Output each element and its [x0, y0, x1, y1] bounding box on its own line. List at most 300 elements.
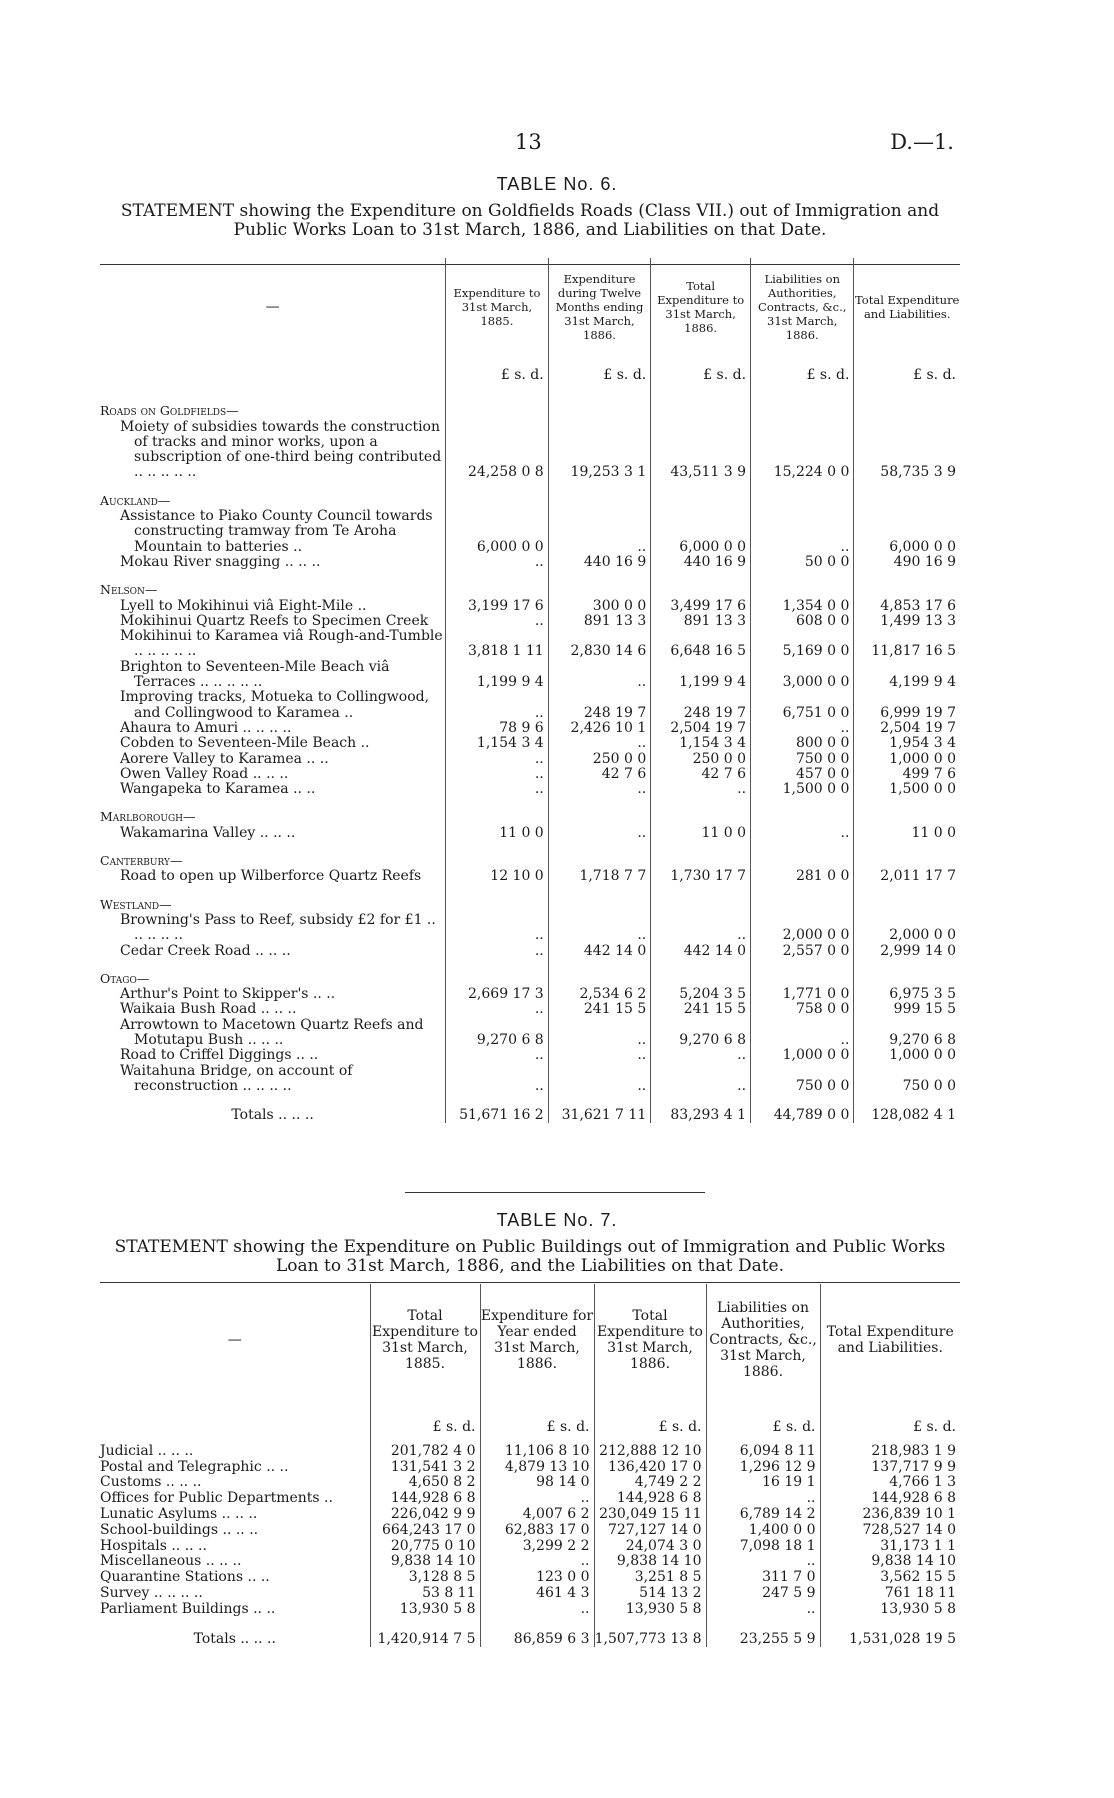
table7-cell-col5: 3,562 15 5 [820, 1570, 960, 1586]
table6-cell-col1: .. [446, 752, 549, 767]
table6-cell-col2: 442 14 0 [548, 944, 651, 959]
table6-row-label: Road to open up Wilberforce Quartz Reefs [120, 868, 422, 885]
table7-body [100, 1444, 960, 1648]
table6-header-row [100, 258, 960, 344]
table6-cell-col1: .. [446, 614, 549, 629]
table6-cell-col2: .. [548, 1064, 651, 1095]
table7-cell-col5: 144,928 6 8 [820, 1491, 960, 1507]
table6-row [100, 869, 960, 884]
table6-row [100, 1018, 960, 1049]
table7-cell-col2: .. [480, 1554, 594, 1570]
table6-cell-col2: 241 15 5 [548, 1002, 651, 1017]
table6-cell-col4: 3,000 0 0 [751, 660, 854, 691]
table6-group-spacer [751, 797, 854, 825]
table7-row-label: Offices for Public Departments .. [100, 1490, 333, 1507]
table7-cell-col2: 3,299 2 2 [480, 1539, 594, 1555]
table6-cell-col1: 2,669 17 3 [446, 987, 549, 1002]
table6-row-label: Arrowtown to Macetown Quartz Reefs and Motutapu Bush .. .. .. [120, 1016, 424, 1048]
table7-cell-col4: .. [706, 1491, 820, 1507]
table6-cell-col2: 19,253 3 1 [548, 420, 651, 481]
table6-row [100, 752, 960, 767]
table6-group-cell [100, 841, 446, 869]
table7-header-row [100, 1284, 960, 1396]
table6-statement [100, 202, 960, 240]
table6-row-label: Lyell to Mokihinui viâ Eight-Mile .. [120, 597, 367, 614]
table6-cell-col4: .. [751, 826, 854, 841]
table7-statement-text: showing the Expenditure on Public Buildings out of Immigration and Public Works Loan to 31st March, 1886, and the Liabilities on that Date. [233, 1237, 946, 1276]
table6-group-spacer [651, 391, 751, 419]
table6-row-label: Cedar Creek Road .. .. .. [120, 942, 291, 959]
table6-row [100, 629, 960, 660]
table6-group-spacer [751, 885, 854, 913]
table6-unit-2: £ s. d. [548, 344, 651, 391]
table6-cell-col2: .. [548, 1018, 651, 1049]
table7-row-label: Postal and Telegraphic .. .. [100, 1458, 289, 1475]
table7-cell-col2: 98 14 0 [480, 1475, 594, 1491]
table6-cell-col3: 440 16 9 [651, 555, 751, 570]
table6-cell-col3: 442 14 0 [651, 944, 751, 959]
table6-cell-col5: 11 0 0 [854, 826, 960, 841]
table7-unit-5: £ s. d. [820, 1396, 960, 1444]
table6-cell-col1: .. [446, 1048, 549, 1063]
table7-total-col5: 1,531,028 19 5 [820, 1618, 960, 1648]
table6-col-desc: — [265, 299, 280, 315]
table6-group-spacer [548, 391, 651, 419]
table6-row [100, 614, 960, 629]
table7-col-header-3: Total Expenditure to 31st March, 1886. [594, 1284, 706, 1396]
table7-cell-col3: 13,930 5 8 [594, 1602, 706, 1618]
table7 [100, 1284, 960, 1647]
table6-row [100, 1064, 960, 1095]
table7-total-col4: 23,255 5 9 [706, 1618, 820, 1648]
table7-col-header-1: Total Expenditure to 31st March, 1885. [370, 1284, 480, 1396]
table7-row [100, 1539, 960, 1555]
table7-cell-col4: 7,098 18 1 [706, 1539, 820, 1555]
table6-col-header-4: Liabilities on Authorities, Contracts, &c., 31st March, 1886. [751, 258, 854, 344]
table6-cell-col3: 248 19 7 [651, 690, 751, 721]
table6-group-heading: Otago— [100, 970, 150, 986]
table6-cell-col2: .. [548, 826, 651, 841]
table7-cell-col1: 13,930 5 8 [370, 1602, 480, 1618]
table6-cell-col3: 1,154 3 4 [651, 736, 751, 751]
table6-group-spacer [446, 391, 549, 419]
table6-cell-col2: 2,534 6 2 [548, 987, 651, 1002]
table6-group-spacer [446, 570, 549, 598]
table6-row-label: Mokihinui Quartz Reefs to Specimen Creek [120, 612, 429, 629]
table6-cell-col4: 1,354 0 0 [751, 599, 854, 614]
table7-row [100, 1602, 960, 1618]
table6-group-spacer [854, 391, 960, 419]
table6-cell-col5: 1,954 3 4 [854, 736, 960, 751]
table7-row [100, 1507, 960, 1523]
section-divider-rule [405, 1192, 705, 1193]
table6-total-col4: 44,789 0 0 [751, 1094, 854, 1123]
table6-cell-col4: 608 0 0 [751, 614, 854, 629]
table6-row-label: Moiety of subsidies towards the construction of tracks and minor works, upon a subscription of one-third being contributed .. .. .. .. .. [120, 418, 442, 481]
table6-row-label: Wakamarina Valley .. .. .. [120, 824, 296, 841]
table6-row-label: Aorere Valley to Karamea .. .. [120, 750, 329, 767]
table6-group-spacer [446, 885, 549, 913]
table6-cell-col4: 281 0 0 [751, 869, 854, 884]
table7-col-desc: — [227, 1332, 242, 1348]
table6-cell-col3: 5,204 3 5 [651, 987, 751, 1002]
table7-cell-col1: 20,775 0 10 [370, 1539, 480, 1555]
table6-group-cell [100, 959, 446, 987]
table6-group-row [100, 841, 960, 869]
table6-group-spacer [548, 797, 651, 825]
table7-statement [100, 1238, 960, 1276]
table7-cell-col3: 3,251 8 5 [594, 1570, 706, 1586]
table6-cell-col2: .. [548, 913, 651, 944]
table6-cell-col4: 758 0 0 [751, 1002, 854, 1017]
table6-unit-1: £ s. d. [446, 344, 549, 391]
table6-group-spacer [548, 481, 651, 509]
table6-group-heading: Auckland— [100, 492, 171, 508]
table6-cell-col4: 6,751 0 0 [751, 690, 854, 721]
table6-cell-col3: .. [651, 782, 751, 797]
table7-cell-col1: 131,541 3 2 [370, 1460, 480, 1476]
table7-cell-col4: .. [706, 1554, 820, 1570]
table6-cell-col2: 891 13 3 [548, 614, 651, 629]
table7-cell-col1: 201,782 4 0 [370, 1444, 480, 1460]
table6-cell-col3: 2,504 19 7 [651, 721, 751, 736]
table7-cell-col4: 1,400 0 0 [706, 1523, 820, 1539]
table6-cell-col5: 2,000 0 0 [854, 913, 960, 944]
table6-cell-col4: 2,557 0 0 [751, 944, 854, 959]
table6-cell-col4: 5,169 0 0 [751, 629, 854, 660]
table6-group-heading: Nelson— [100, 582, 158, 598]
table6-row-label: Mokihinui to Karamea viâ Rough-and-Tumble .. .. .. .. .. [120, 628, 443, 660]
table7-cell-col1: 53 8 11 [370, 1586, 480, 1602]
table6-group-spacer [651, 959, 751, 987]
table6-cell-col3: 1,730 17 7 [651, 869, 751, 884]
table6-cell-col3: 9,270 6 8 [651, 1018, 751, 1049]
table6-cell-col5: 499 7 6 [854, 767, 960, 782]
table6-group-cell [100, 391, 446, 419]
table6-cell-col2: 2,426 10 1 [548, 721, 651, 736]
table7-row-label: Judicial .. .. .. [100, 1442, 194, 1459]
table6-group-spacer [446, 797, 549, 825]
table6-group-heading: Marlborough— [100, 809, 196, 825]
table6-cell-col1: 11 0 0 [446, 826, 549, 841]
table6-group-cell [100, 797, 446, 825]
table6-col-header-1: Expenditure to 31st March, 1885. [446, 258, 549, 344]
table7-cell-col1: 664,243 17 0 [370, 1523, 480, 1539]
table6-title: TABLE No. 6. [496, 174, 618, 194]
table6-row [100, 913, 960, 944]
table6-row [100, 987, 960, 1002]
table7-cell-col4: 1,296 12 9 [706, 1460, 820, 1476]
table6-cell-col5: 9,270 6 8 [854, 1018, 960, 1049]
table6-group-spacer [751, 481, 854, 509]
table7-cell-col2: 123 0 0 [480, 1570, 594, 1586]
table6-cell-col3: .. [651, 1064, 751, 1095]
table6-cell-col3: 43,511 3 9 [651, 420, 751, 481]
table6-cell-col5: 999 15 5 [854, 1002, 960, 1017]
table6-row [100, 690, 960, 721]
table7-statement-lead: STATEMENT [114, 1237, 228, 1257]
table7-cell-col3: 136,420 17 0 [594, 1460, 706, 1476]
table6-col-header-5: Total Expenditure and Liabilities. [854, 258, 960, 344]
table6-cell-col5: 6,975 3 5 [854, 987, 960, 1002]
table6-row [100, 944, 960, 959]
table7-cell-col4: 247 5 9 [706, 1586, 820, 1602]
table6-cell-col5: 1,000 0 0 [854, 1048, 960, 1063]
table6-cell-col4: .. [751, 1018, 854, 1049]
table6-row-label: Arthur's Point to Skipper's .. .. [120, 986, 336, 1003]
table6-row [100, 509, 960, 555]
table6-cell-col4: 750 0 0 [751, 752, 854, 767]
table6-group-cell [100, 481, 446, 509]
table6-cell-col1: .. [446, 1064, 549, 1095]
table7-cell-col5: 218,983 1 9 [820, 1444, 960, 1460]
table7-row [100, 1586, 960, 1602]
table7-cell-col1: 144,928 6 8 [370, 1491, 480, 1507]
table7-row [100, 1444, 960, 1460]
table6-unit-5: £ s. d. [854, 344, 960, 391]
table7-cell-col4: 311 7 0 [706, 1570, 820, 1586]
table6-group-heading: Canterbury— [100, 853, 183, 869]
table7-title: TABLE No. 7. [496, 1210, 618, 1230]
table6-cell-col5: 1,500 0 0 [854, 782, 960, 797]
table6-row-label: Ahaura to Amuri .. .. .. .. [120, 719, 292, 736]
table6-group-row [100, 797, 960, 825]
table7-cell-col5: 137,717 9 9 [820, 1460, 960, 1476]
table6-row [100, 420, 960, 481]
table6-cell-col1: .. [446, 782, 549, 797]
table7-cell-col1: 226,042 9 9 [370, 1507, 480, 1523]
table6-cell-col2: 42 7 6 [548, 767, 651, 782]
table6-row-label: Brighton to Seventeen-Mile Beach viâ Terraces .. .. .. .. .. [120, 658, 390, 691]
table6-cell-col3: 241 15 5 [651, 1002, 751, 1017]
table7-cell-col4: .. [706, 1602, 820, 1618]
table7-row [100, 1554, 960, 1570]
table6-cell-col3: 250 0 0 [651, 752, 751, 767]
table7-cell-col4: 6,789 14 2 [706, 1507, 820, 1523]
table6-cell-col2: 300 0 0 [548, 599, 651, 614]
table6-group-spacer [548, 959, 651, 987]
table6-cell-col5: 6,000 0 0 [854, 509, 960, 555]
table7-unit-3: £ s. d. [594, 1396, 706, 1444]
table7-cell-col2: 11,106 8 10 [480, 1444, 594, 1460]
table6-statement-lead: STATEMENT [120, 201, 235, 221]
table6-group-heading: Westland— [100, 896, 172, 912]
table6-cell-col2: .. [548, 509, 651, 555]
table6-row-label: Road to Criffel Diggings .. .. [120, 1047, 319, 1064]
table6-cell-col4: 1,771 0 0 [751, 987, 854, 1002]
table6-total-col1: 51,671 16 2 [446, 1094, 549, 1123]
table6-cell-col5: 4,853 17 6 [854, 599, 960, 614]
table6-cell-col1: .. [446, 767, 549, 782]
table7-row-label: Hospitals .. .. .. [100, 1537, 207, 1554]
table6-row-label: Improving tracks, Motueka to Collingwood, and Collingwood to Karamea .. [120, 689, 430, 721]
table6-group-spacer [751, 570, 854, 598]
table6-group-cell [100, 570, 446, 598]
table7-cell-col1: 4,650 8 2 [370, 1475, 480, 1491]
table6-totals-row [100, 1094, 960, 1123]
table6-cell-col3: 891 13 3 [651, 614, 751, 629]
table6-cell-col3: .. [651, 1048, 751, 1063]
table6-group-row [100, 885, 960, 913]
table6-total-col5: 128,082 4 1 [854, 1094, 960, 1123]
table6-cell-col4: 1,000 0 0 [751, 1048, 854, 1063]
table6-cell-col1: .. [446, 555, 549, 570]
table7-row-label: Customs .. .. .. [100, 1474, 202, 1491]
table6-group-spacer [446, 959, 549, 987]
table6-cell-col3: 6,000 0 0 [651, 509, 751, 555]
table6-cell-col5: 490 16 9 [854, 555, 960, 570]
table7-total-col3: 1,507,773 13 8 [594, 1618, 706, 1648]
table6-cell-col1: 78 9 6 [446, 721, 549, 736]
table7-cell-col5: 9,838 14 10 [820, 1554, 960, 1570]
table6-cell-col3: 3,499 17 6 [651, 599, 751, 614]
table7-cell-col2: .. [480, 1602, 594, 1618]
table7-cell-col3: 9,838 14 10 [594, 1554, 706, 1570]
table7-cell-col1: 9,838 14 10 [370, 1554, 480, 1570]
table6-row-label: Wangapeka to Karamea .. .. [120, 781, 316, 798]
table6-group-spacer [854, 797, 960, 825]
table6-cell-col5: 750 0 0 [854, 1064, 960, 1095]
table6-cell-col2: 1,718 7 7 [548, 869, 651, 884]
table6-group-row [100, 481, 960, 509]
table6-group-cell [100, 885, 446, 913]
table6-cell-col3: .. [651, 913, 751, 944]
table6-group-spacer [751, 959, 854, 987]
table7-row [100, 1460, 960, 1476]
table7-total-col1: 1,420,914 7 5 [370, 1618, 480, 1648]
table7-cell-col3: 230,049 15 11 [594, 1507, 706, 1523]
table7-cell-col3: 727,127 14 0 [594, 1523, 706, 1539]
table6-unit-3: £ s. d. [651, 344, 751, 391]
table7-row-label: Parliament Buildings .. .. [100, 1600, 276, 1617]
table6-row [100, 660, 960, 691]
table6-cell-col3: 6,648 16 5 [651, 629, 751, 660]
table7-cell-col2: .. [480, 1491, 594, 1507]
table6-cell-col1: 3,818 1 11 [446, 629, 549, 660]
table6-cell-col2: .. [548, 660, 651, 691]
table7-col-header-2: Expenditure for Year ended 31st March, 1886. [480, 1284, 594, 1396]
table6-col-header-2: Expenditure during Twelve Months ending 31st March, 1886. [548, 258, 651, 344]
table7-cell-col2: 62,883 17 0 [480, 1523, 594, 1539]
table6-row [100, 599, 960, 614]
table6-cell-col5: 1,499 13 3 [854, 614, 960, 629]
table6-cell-col5: 1,000 0 0 [854, 752, 960, 767]
table6-group-spacer [548, 885, 651, 913]
table7-top-rule [100, 1282, 960, 1283]
table7-cell-col3: 514 13 2 [594, 1586, 706, 1602]
table7-cell-col2: 4,007 6 2 [480, 1507, 594, 1523]
table6-cell-col5: 11,817 16 5 [854, 629, 960, 660]
table6-group-heading: Roads on Goldfields— [100, 403, 239, 419]
table6-cell-col3: 42 7 6 [651, 767, 751, 782]
table7-cell-col3: 24,074 3 0 [594, 1539, 706, 1555]
table6-group-spacer [651, 841, 751, 869]
table6-group-spacer [548, 841, 651, 869]
table6-group-spacer [854, 841, 960, 869]
table6-cell-col2: 250 0 0 [548, 752, 651, 767]
table7-cell-col3: 144,928 6 8 [594, 1491, 706, 1507]
table7-cell-col5: 31,173 1 1 [820, 1539, 960, 1555]
table7-cell-col2: 4,879 13 10 [480, 1460, 594, 1476]
table6-cell-col1: .. [446, 1002, 549, 1017]
table7-cell-col2: 461 4 3 [480, 1586, 594, 1602]
table6-group-spacer [548, 570, 651, 598]
table7-row-label: Quarantine Stations .. .. [100, 1569, 270, 1586]
table7-cell-col1: 3,128 8 5 [370, 1570, 480, 1586]
document-reference: D.—1. [890, 130, 954, 154]
table6-cell-col1: 1,199 9 4 [446, 660, 549, 691]
table6-total-col3: 83,293 4 1 [651, 1094, 751, 1123]
table7-totals-row [100, 1618, 960, 1648]
table6-cell-col3: 1,199 9 4 [651, 660, 751, 691]
page-header [0, 130, 1114, 154]
table6-cell-col1: .. [446, 690, 549, 721]
table7-unit-row [100, 1396, 960, 1444]
table6-cell-col5: 2,999 14 0 [854, 944, 960, 959]
table6-group-spacer [446, 481, 549, 509]
table6-group-spacer [751, 391, 854, 419]
table7-cell-col3: 4,749 2 2 [594, 1475, 706, 1491]
table7-row [100, 1491, 960, 1507]
table6-cell-col5: 2,504 19 7 [854, 721, 960, 736]
table6-group-spacer [651, 481, 751, 509]
table6-row-label: Waikaia Bush Road .. .. .. [120, 1001, 297, 1018]
table6-group-spacer [854, 481, 960, 509]
table6-cell-col5: 4,199 9 4 [854, 660, 960, 691]
table6-cell-col2: 2,830 14 6 [548, 629, 651, 660]
table6-totals-label: Totals .. .. .. [231, 1107, 314, 1124]
table7-cell-col5: 761 18 11 [820, 1586, 960, 1602]
table6-row [100, 1048, 960, 1063]
table6-group-spacer [651, 797, 751, 825]
table6-statement-text: showing the Expenditure on Goldfields Roads (Class VII.) out of Immigration and Public Works Loan to 31st March, 1886, and Liabilities on that Date. [233, 201, 940, 240]
table7-unit-4: £ s. d. [706, 1396, 820, 1444]
table6-cell-col1: 9,270 6 8 [446, 1018, 549, 1049]
table6-unit-row [100, 344, 960, 391]
table7-cell-col5: 728,527 14 0 [820, 1523, 960, 1539]
table6-cell-col4: 457 0 0 [751, 767, 854, 782]
table7-row-label: Lunatic Asylums .. .. .. [100, 1505, 258, 1522]
table6-cell-col4: 800 0 0 [751, 736, 854, 751]
table6-cell-col2: 248 19 7 [548, 690, 651, 721]
table6-cell-col3: 11 0 0 [651, 826, 751, 841]
table6-row [100, 767, 960, 782]
table6-cell-col1: .. [446, 913, 549, 944]
table6-row [100, 555, 960, 570]
table6-cell-col4: 1,500 0 0 [751, 782, 854, 797]
table6-cell-col5: 2,011 17 7 [854, 869, 960, 884]
table6-cell-col4: 50 0 0 [751, 555, 854, 570]
table6-cell-col4: 2,000 0 0 [751, 913, 854, 944]
table6-row [100, 826, 960, 841]
table7-cell-col3: 212,888 12 10 [594, 1444, 706, 1460]
table6-row-label: Mokau River snagging .. .. .. [120, 553, 321, 570]
table6-row [100, 721, 960, 736]
table6-cell-col1: 1,154 3 4 [446, 736, 549, 751]
table7-cell-col5: 13,930 5 8 [820, 1602, 960, 1618]
table6-cell-col5: 6,999 19 7 [854, 690, 960, 721]
table6-body [100, 391, 960, 1123]
table6-cell-col2: 440 16 9 [548, 555, 651, 570]
table6-col-header-3: Total Expenditure to 31st March, 1886. [651, 258, 751, 344]
table6-row [100, 736, 960, 751]
table6-cell-col4: 750 0 0 [751, 1064, 854, 1095]
table6-cell-col4: .. [751, 721, 854, 736]
table6-cell-col5: 58,735 3 9 [854, 420, 960, 481]
table6-group-spacer [651, 885, 751, 913]
table6-group-spacer [651, 570, 751, 598]
table6-row-label: Assistance to Piako County Council towards constructing tramway from Te Aroha Mountain to batteries .. [120, 508, 433, 555]
